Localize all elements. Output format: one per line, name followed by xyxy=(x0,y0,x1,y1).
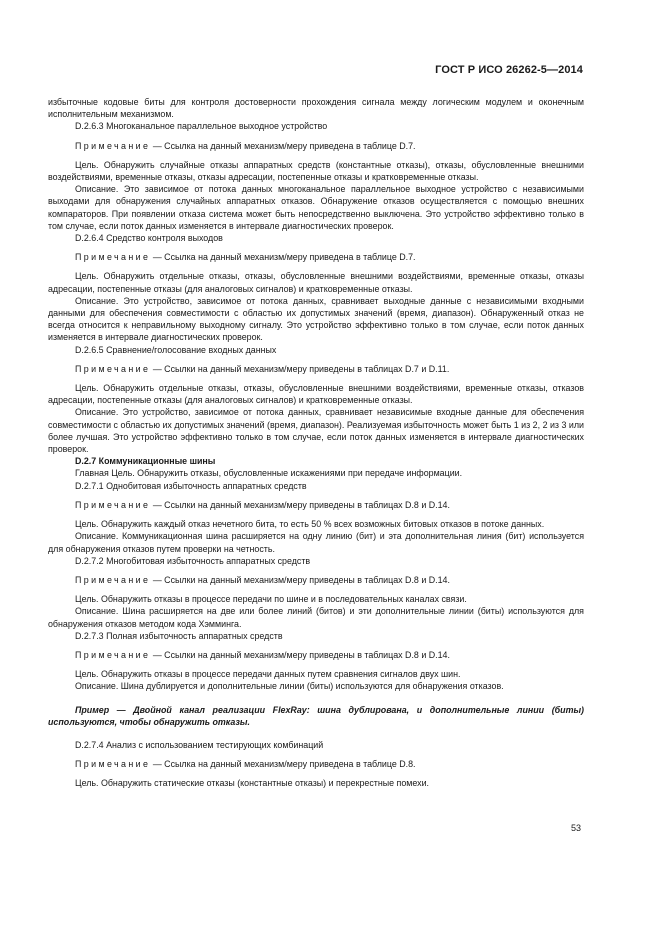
paragraph: Главная Цель. Обнаружить отказы, обусловленные искажениями при передаче информации. xyxy=(75,468,463,479)
note-label: Примечание xyxy=(75,649,151,660)
section-heading-d273: D.2.7.3 Полная избыточность аппаратных средств xyxy=(75,630,283,641)
paragraph: Описание. Это зависимое от потока данных многоканальное параллельное выходное устройство с независимыми выходами для обнаружения случайных аппаратных отказов. Обнаружение отказов осуществляется с помощью внешних компараторов. При появлении отказа система может быть непосредственно выключена. Это устройство эффективно только в том случае, если поток данных изменяется в интервале диагностических проверок. xyxy=(48,184,584,231)
document-header: ГОСТ Р ИСО 26262-5—2014 xyxy=(435,64,583,76)
page-content xyxy=(48,96,584,790)
note-text: — Ссылки на данный механизм/меру приведены в таблицах D.8 и D.14. xyxy=(150,574,450,585)
note xyxy=(48,649,584,661)
note-text: — Ссылка на данный механизм/меру приведена в таблице D.8. xyxy=(150,759,416,770)
paragraph: Цель. Обнаружить отказы в процессе передачи по шине и в последовательных каналах связи. xyxy=(75,594,467,605)
section-heading-d272: D.2.7.2 Многобитовая избыточность аппаратных средств xyxy=(75,555,311,566)
note-label: Примечание xyxy=(75,574,151,585)
note-text: — Ссылка на данный механизм/меру приведена в таблице D.7. xyxy=(150,252,416,263)
paragraph: избыточные кодовые биты для контроля достоверности прохождения сигнала между логическим модулем и оконечным исполнительным механизмом. xyxy=(48,97,584,120)
paragraph: Цель. Обнаружить каждый отказ нечетного бита, то есть 50 % всех возможных битовых отказов в потоке данных. xyxy=(75,519,545,530)
note xyxy=(48,140,584,152)
example: Пример — Двойной канал реализации FlexRay: шина дублирована, и дополнительные линии (биты) используются, чтобы обнаружить отказы. xyxy=(48,704,584,727)
paragraph: Описание. Это устройство, зависимое от потока данных, сравнивает выходные данные с независимыми входными данными для обеспечения совместимости с областью их допустимых значений (время, диапазон). Обнаруженный отказ не всегда относится к неправильному выходному сигналу. Это устройство эффективно только в том случае, если поток данных изменяется в интервале диагностических проверок. xyxy=(48,295,584,343)
note-label: Примечание xyxy=(75,140,151,151)
paragraph: Цель. Обнаружить отказы в процессе передачи данных путем сравнения сигналов двух шин. xyxy=(75,669,461,680)
section-heading-d265: D.2.6.5 Сравнение/голосование входных данных xyxy=(75,344,277,355)
section-heading-d264: D.2.6.4 Средство контроля выходов xyxy=(75,233,223,244)
note-label: Примечание xyxy=(75,499,151,510)
section-heading-d271: D.2.7.1 Однобитовая избыточность аппаратных средств xyxy=(75,480,307,491)
note-label: Примечание xyxy=(75,252,151,263)
paragraph: Описание. Это устройство, зависимое от потока данных, сравнивает независимые входные данные для обеспечения совместимости с областью их допустимых значений (время, диапазон). Реализуемая избыточность может быть 1 из 2, 2 из 3 или более лучшая. Это устройство эффективно только в том случае, если поток данных изменяется в интервале диагностических проверок. xyxy=(48,407,584,455)
paragraph: Цель. Обнаружить отдельные отказы, отказы, обусловленные внешними воздействиями, временные отказы, отказов адресации, постепенные отказы (для аналоговых сигналов) и кратковременные отказы. xyxy=(48,383,584,406)
note-text: — Ссылки на данный механизм/меру приведены в таблицах D.7 и D.11. xyxy=(150,363,450,374)
note xyxy=(48,499,584,511)
section-heading-d274: D.2.7.4 Анализ с использованием тестирующих комбинаций xyxy=(75,739,324,750)
paragraph: Описание. Шина дублируется и дополнительные линии (биты) используются для обнаружения отказов. xyxy=(75,681,504,692)
note xyxy=(48,363,584,375)
note xyxy=(48,574,584,586)
section-heading-d27: D.2.7 Коммуникационные шины xyxy=(75,456,216,467)
page-number: 53 xyxy=(570,823,581,833)
paragraph: Описание. Коммуникационная шина расширяется на одну линию (бит) и эта дополнительная линия (бит) используется для обнаружения отказов путем проверки на четность. xyxy=(48,531,584,554)
section-heading-d263: D.2.6.3 Многоканальное параллельное выходное устройство xyxy=(75,121,328,132)
note-text: — Ссылки на данный механизм/меру приведены в таблицах D.8 и D.14. xyxy=(150,649,450,660)
paragraph: Описание. Шина расширяется на две или более линий (битов) и эти дополнительные линии (биты) используются для обнаружения отказов методом кода Хэмминга. xyxy=(48,606,584,629)
paragraph: Цель. Обнаружить случайные отказы аппаратных средств (константные отказы), отказы, обусловленные внешними воздействиями, временные отказы, отказы адресации, постепенные отказы и кратковременные отказы. xyxy=(48,159,584,183)
note-label: Примечание xyxy=(75,759,151,770)
note xyxy=(48,251,584,263)
paragraph: Цель. Обнаружить статические отказы (константные отказы) и перекрестные помехи. xyxy=(75,778,429,789)
note-text: — Ссылка на данный механизм/меру приведена в таблице D.7. xyxy=(150,140,416,151)
note-text: — Ссылки на данный механизм/меру приведены в таблицах D.8 и D.14. xyxy=(150,499,450,510)
note xyxy=(48,758,584,770)
note-label: Примечание xyxy=(75,363,151,374)
paragraph: Цель. Обнаружить отдельные отказы, отказы, обусловленные внешними воздействиями, временные отказы, отказы адресации, постепенные отказы (для аналоговых сигналов) и кратковременные отказы. xyxy=(48,271,584,294)
